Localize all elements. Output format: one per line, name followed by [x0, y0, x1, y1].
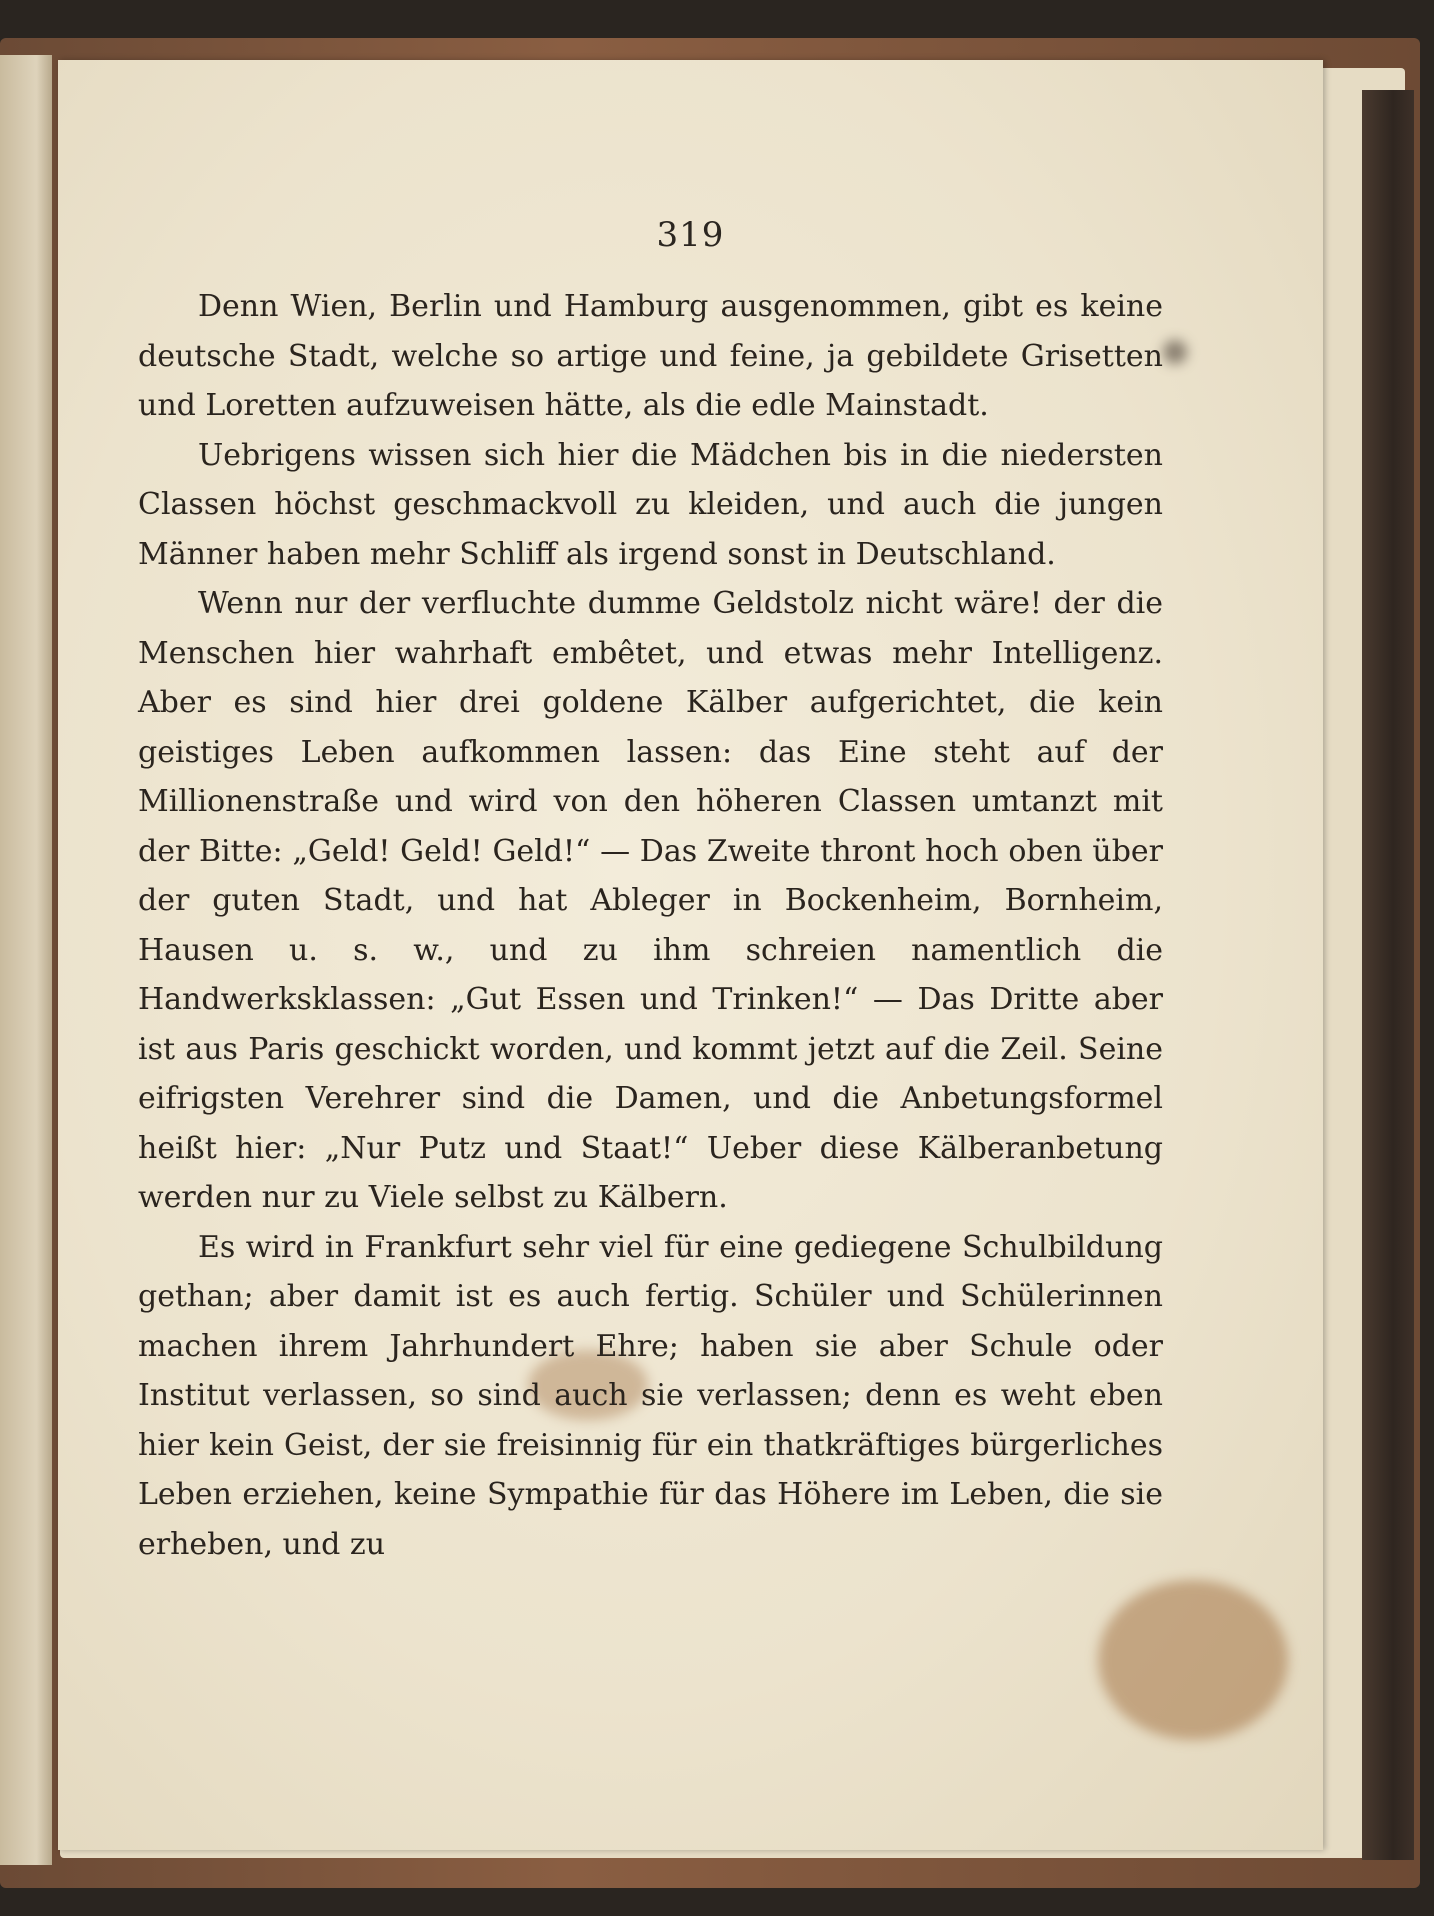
- paragraph: Es wird in Frankfurt sehr viel für eine gediegene Schulbildung gethan; aber damit ist es auch fertig. Schüler und Schülerinnen machen ihrem Jahrhundert Ehre; haben sie aber Schule oder Institut verlassen, so sind auch sie verlassen; denn es weht eben hier kein Geist, der sie freisinnig für ein thatkräftiges bürgerliches Leben erziehen, keine Sympathie für das Höhere im Leben, die sie erheben, und zu: [138, 1229, 1163, 1562]
- stain-mark: [1098, 1580, 1288, 1740]
- page-number: 319: [656, 215, 725, 255]
- book-page: [58, 60, 1323, 1850]
- paragraph: Denn Wien, Berlin und Hamburg ausgenommen, gibt es keine deutsche Stadt, welche so artige und feine, ja gebildete Grisetten und Loretten aufzuweisen hätte, als die edle Mainstadt.: [138, 289, 1163, 423]
- paragraph: Wenn nur der verfluchte dumme Geldstolz nicht wäre! der die Menschen hier wahrhaft embêtet, und etwas mehr Intelligenz. Aber es sind hier drei goldene Kälber aufgerichtet, die kein geistiges Leben aufkommen lassen: das Eine steht auf der Millionenstraße und wird von den höheren Classen umtanzt mit der Bitte: „Geld! Geld! Geld!“ — Das Zweite thront hoch oben über der guten Stadt, und hat Ableger in Bockenheim, Bornheim, Hausen u. s. w., und zu ihm schreien namentlich die Handwerksklassen: „Gut Essen und Trinken!“ — Das Dritte aber ist aus Paris geschickt worden, und kommt jetzt auf die Zeil. Seine eifrigsten Verehrer sind die Damen, und die Anbetungsformel heißt hier: „Nur Putz und Staat!“ Ueber diese Kälberanbetung werden nur zu Viele selbst zu Kälbern.: [138, 586, 1163, 1215]
- stain-mark: [1163, 340, 1187, 364]
- paragraph: Uebrigens wissen sich hier die Mädchen bis in die niedersten Classen höchst geschmackvoll zu kleiden, und auch die jungen Männer haben mehr Schliff als irgend sonst in Deutschland.: [138, 437, 1163, 572]
- previous-page-edge: [0, 55, 52, 1865]
- book-spine-edge: [1362, 90, 1414, 1860]
- body-text: [138, 282, 1163, 1569]
